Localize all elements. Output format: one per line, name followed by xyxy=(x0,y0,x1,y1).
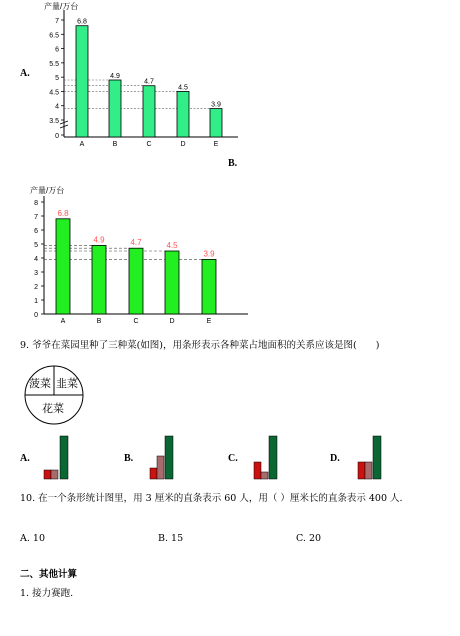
chart-b-y-tick-label: 8 xyxy=(34,200,38,207)
chart-b xyxy=(18,182,248,327)
bar-gray xyxy=(157,456,164,479)
chart-a-y-tick-label: 5 xyxy=(55,75,59,83)
chart-a-bar xyxy=(177,91,189,137)
q9-option-b-chart xyxy=(144,434,184,480)
chart-b-data-label: 4.7 xyxy=(130,238,142,248)
chart-a-category-label: D xyxy=(180,141,186,148)
bar-gray xyxy=(261,472,268,479)
chart-a-data-label: 3.9 xyxy=(211,101,221,109)
chart-b-category-label: D xyxy=(169,318,175,325)
bar-green xyxy=(373,436,381,479)
bar-gray xyxy=(365,462,372,479)
chart-a-bar xyxy=(76,26,88,137)
chart-b-bar xyxy=(165,251,179,314)
q10-choice-a[interactable]: A. 10 xyxy=(20,533,45,544)
q9-option-c-chart xyxy=(248,434,288,480)
chart-b-data-label: 6.8 xyxy=(57,208,69,218)
chart-b-bar xyxy=(202,259,216,314)
q10-choice-b[interactable]: B. 15 xyxy=(158,533,184,544)
chart-a-y-tick-label: 6.5 xyxy=(49,32,59,40)
chart-a-y-tick-label: 4 xyxy=(55,103,59,111)
bar-red xyxy=(358,462,365,479)
chart-a-data-label: 6.8 xyxy=(77,18,87,26)
chart-a-category-label: C xyxy=(146,141,152,148)
chart-a-category-label: B xyxy=(112,141,118,148)
chart-b-y-tick-label: 2 xyxy=(34,284,38,291)
chart-a-data-label: 4.5 xyxy=(178,84,188,92)
chart-b-y-tick-label: 3 xyxy=(34,270,38,277)
chart-b-category-label: E xyxy=(206,318,212,325)
bar-red xyxy=(150,468,157,479)
chart-a-y-tick-label: 7 xyxy=(55,18,59,25)
chart-a-y-tick-label: 6 xyxy=(55,46,59,54)
chart-b-y-tick-label: 6 xyxy=(34,228,38,235)
chart-b-y-tick-label: 4 xyxy=(34,256,38,263)
q9-option-b[interactable]: B. xyxy=(124,453,134,464)
chart-a-data-label: 4.7 xyxy=(144,78,154,86)
bar-green xyxy=(269,436,277,479)
chart-a-data-label: 4.9 xyxy=(110,73,120,80)
chart-a-bar xyxy=(109,80,121,137)
q9-option-c[interactable]: C. xyxy=(228,453,238,464)
chart-b-category-label: C xyxy=(133,318,139,325)
chart-a-y-tick-label: 5.5 xyxy=(49,60,59,68)
section-2-title: 二、其他计算 xyxy=(20,569,78,580)
q9-option-a[interactable]: A. xyxy=(20,453,30,464)
q9-option-a-chart xyxy=(40,434,80,480)
question-9: 9. 爷爷在菜园里种了三种菜(如图)，用条形表示各种菜占地面积的关系应该是图( ) xyxy=(20,340,380,351)
bar-gray xyxy=(51,470,58,479)
chart-b-bar xyxy=(56,219,70,314)
chart-a-y-tick-label: 4.5 xyxy=(49,89,59,97)
chart-b-y-tick-label: 5 xyxy=(34,242,38,249)
chart-b-ylabel: 产量/万台 xyxy=(30,186,65,195)
bar-red xyxy=(254,462,261,479)
chart-a-bar xyxy=(143,86,155,137)
chart-a xyxy=(38,0,258,150)
bar-green xyxy=(165,436,173,479)
option-a-label: A. xyxy=(20,68,30,79)
question-10: 10. 在一个条形统计图里，用 3 厘米的直条表示 60 人，用（ ）厘米长的直条表示 400 人. xyxy=(20,493,403,504)
chart-a-ylabel: 产量/万台 xyxy=(44,2,79,11)
circle-label-cauliflower: 花菜 xyxy=(42,403,64,415)
chart-a-bar xyxy=(210,109,222,137)
q10-choice-c[interactable]: C. 20 xyxy=(296,533,322,544)
circle-label-spinach: 菠菜 xyxy=(29,378,51,390)
chart-b-y-tick-label: 7 xyxy=(34,214,38,221)
chart-a-category-label: A xyxy=(79,141,85,148)
bar-red xyxy=(44,470,51,479)
section-2-item-1: 1. 接力赛跑. xyxy=(20,588,74,599)
chart-b-category-label: A xyxy=(60,318,66,325)
chart-b-bar xyxy=(92,245,106,314)
q9-option-d-chart xyxy=(352,434,392,480)
circle-label-leek: 韭菜 xyxy=(56,378,78,390)
chart-a-category-label: E xyxy=(213,141,219,148)
chart-a-y-tick-label: 0 xyxy=(55,133,59,140)
bar-green xyxy=(60,436,68,479)
chart-b-data-label: 4.5 xyxy=(166,241,178,250)
chart-b-y-tick-label: 0 xyxy=(34,312,38,319)
q9-option-d[interactable]: D. xyxy=(330,453,340,464)
chart-b-bar xyxy=(129,248,143,314)
chart-b-data-label: 3.9 xyxy=(203,249,215,259)
option-b-label: B. xyxy=(228,158,238,169)
chart-b-data-label: 4.9 xyxy=(93,235,105,245)
chart-b-y-tick-label: 1 xyxy=(34,298,38,305)
chart-b-category-label: B xyxy=(96,318,102,325)
chart-a-y-tick-label: 3.5 xyxy=(49,118,59,125)
vegetable-circle-diagram xyxy=(20,365,90,425)
